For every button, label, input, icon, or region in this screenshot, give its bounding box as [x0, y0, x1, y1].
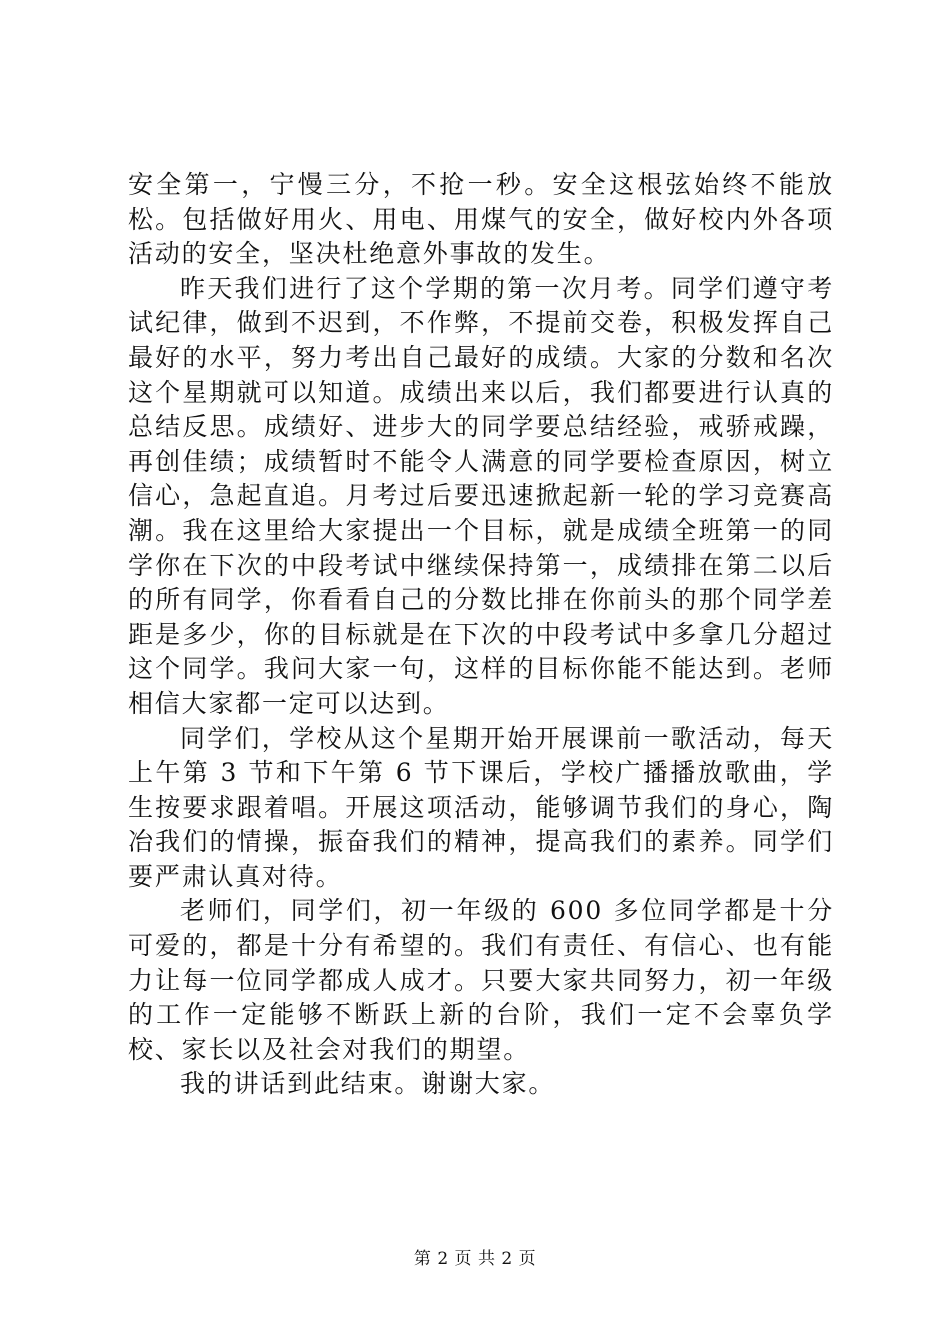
paragraph-expectations: 老师们，同学们，初一年级的 600 多位同学都是十分可爱的，都是十分有希望的。我们有责任、有信心、也有能力让每一位同学都成人成才。只要大家共同努力，初一年级的工作一定能够不断跃上新的台阶，我们一定不会辜负学校、家长以及社会对我们的期望。: [128, 896, 834, 1064]
paragraph-monthly-exam: 昨天我们进行了这个学期的第一次月考。同学们遵守考试纪律，做到不迟到，不作弊，不提前交卷，积极发挥自己最好的水平，努力考出自己最好的成绩。大家的分数和名次这个星期就可以知道。成绩出来以后，我们都要进行认真的总结反思。成绩好、进步大的同学要总结经验，戒骄戒躁，再创佳绩；成绩暂时不能令人满意的同学要检查原因，树立信心，急起直追。月考过后要迅速掀起新一轮的学习竞赛高潮。我在这里给大家提出一个目标，就是成绩全班第一的同学你在下次的中段考试中继续保持第一，成绩排在第二以后的所有同学，你看看自己的分数比排在你前头的那个同学差距是多少，你的目标就是在下次的中段考试中多拿几分超过这个同学。我问大家一句，这样的目标你能不能达到。老师相信大家都一定可以达到。: [128, 273, 834, 718]
document-body: [128, 168, 834, 1102]
paragraph-closing: 我的讲话到此结束。谢谢大家。: [180, 1069, 556, 1099]
paragraph-song-activity: 同学们，学校从这个星期开始开展课前一歌活动，每天上午第 3 节和下午第 6 节下课后，学校广播播放歌曲，学生按要求跟着唱。开展这项活动，能够调节我们的身心，陶冶我们的情操，振奋我们的精神，提高我们的素养。同学们要严肃认真对待。: [128, 723, 834, 891]
page-number-footer: 第 2 页 共 2 页: [413, 1249, 537, 1269]
paragraph-safety: 安全第一，宁慢三分，不抢一秒。安全这根弦始终不能放松。包括做好用火、用电、用煤气的安全，做好校内外各项活动的安全，坚决杜绝意外事故的发生。: [128, 170, 834, 269]
